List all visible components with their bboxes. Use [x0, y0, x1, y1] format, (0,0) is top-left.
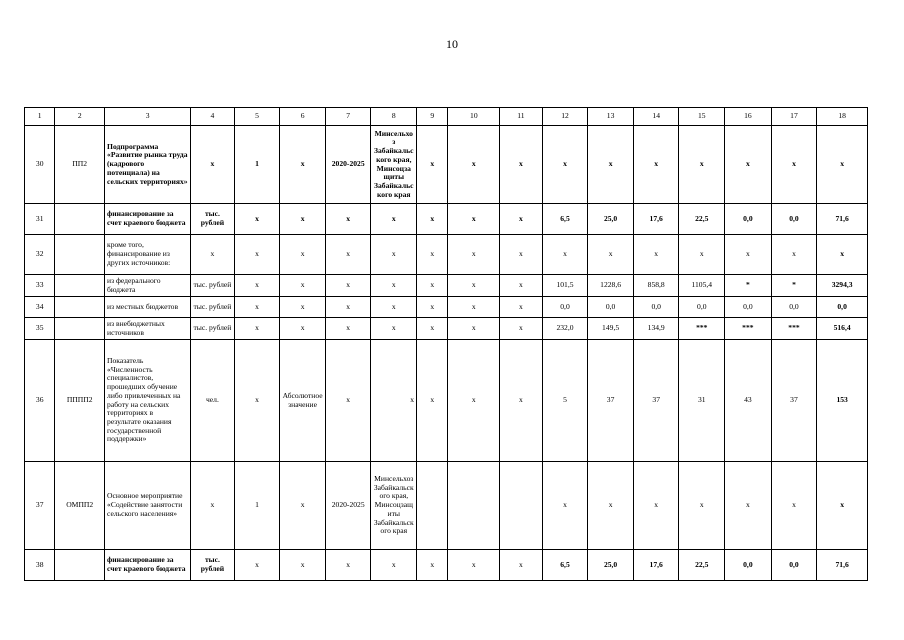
table-cell: x: [448, 126, 500, 204]
table-cell: x: [280, 275, 326, 297]
table-cell: x: [679, 126, 725, 204]
table-cell: x: [234, 204, 280, 235]
table-cell: x: [542, 462, 588, 550]
table-cell: 153: [817, 340, 868, 462]
table-row: [25, 318, 868, 340]
table-cell: [55, 275, 105, 297]
column-number-11: 11: [500, 108, 543, 126]
table-cell: тыс. рублей: [191, 275, 235, 297]
table-cell: x: [725, 462, 772, 550]
table-cell: 0,0: [817, 297, 868, 318]
table-cell: 31: [25, 204, 55, 235]
table-cell: x: [280, 297, 326, 318]
table-row: [25, 126, 868, 204]
table-cell: финансирование за счет краевого бюджета: [105, 204, 191, 235]
table-cell: x: [448, 297, 500, 318]
table-cell: 858,8: [633, 275, 679, 297]
table-cell: 34: [25, 297, 55, 318]
table-cell: x: [325, 275, 371, 297]
table-cell: 22,5: [679, 550, 725, 581]
table-cell: Абсолютное значение: [280, 340, 326, 462]
table-row: [25, 204, 868, 235]
table-cell: x: [633, 235, 679, 275]
column-number-10: 10: [448, 108, 500, 126]
table-cell: 6,5: [542, 550, 588, 581]
table-cell: x: [448, 204, 500, 235]
table-cell: *: [725, 275, 772, 297]
column-number-16: 16: [725, 108, 772, 126]
table-cell: x: [234, 235, 280, 275]
table-cell: x: [500, 550, 543, 581]
table-cell: x: [325, 318, 371, 340]
table-cell: *: [771, 275, 817, 297]
table-cell: x: [417, 550, 448, 581]
column-number-13: 13: [588, 108, 634, 126]
table-cell: ПППП2: [55, 340, 105, 462]
table-cell: Показатель «Численность специалистов, прошедших обучение либо привлеченных на работу на сельских территориях в результате оказания государственной поддержки»: [105, 340, 191, 462]
table-cell: x: [371, 318, 417, 340]
table-cell: ПП2: [55, 126, 105, 204]
table-cell: 71,6: [817, 204, 868, 235]
table-cell: 101,5: [542, 275, 588, 297]
table-cell: x: [234, 275, 280, 297]
table-cell: тыс. рублей: [191, 550, 235, 581]
table-cell: [55, 297, 105, 318]
table-cell: [500, 462, 543, 550]
table-cell: x: [234, 297, 280, 318]
table-cell: тыс. рублей: [191, 204, 235, 235]
table-cell: x: [771, 126, 817, 204]
table-cell: x: [500, 340, 543, 462]
table-cell: x: [371, 275, 417, 297]
table-cell: x: [191, 235, 235, 275]
table-cell: [55, 204, 105, 235]
table-cell: x: [633, 462, 679, 550]
program-table: [24, 107, 868, 581]
table-cell: 32: [25, 235, 55, 275]
table-cell: 30: [25, 126, 55, 204]
table-cell: x: [725, 235, 772, 275]
table-cell: 2020-2025: [325, 126, 371, 204]
table-cell: 38: [25, 550, 55, 581]
column-number-9: 9: [417, 108, 448, 126]
table-cell: тыс. рублей: [191, 297, 235, 318]
table-cell: x: [371, 550, 417, 581]
table-cell: x: [588, 126, 634, 204]
table-cell: x: [817, 235, 868, 275]
table-cell: x: [234, 318, 280, 340]
table-cell: x: [417, 318, 448, 340]
table-cell: 0,0: [725, 297, 772, 318]
table-cell: x: [448, 235, 500, 275]
column-number-2: 2: [55, 108, 105, 126]
table-cell: x: [500, 275, 543, 297]
table-cell: 5: [542, 340, 588, 462]
table-cell: 17,6: [633, 550, 679, 581]
table-cell: чел.: [191, 340, 235, 462]
table-cell: 1: [234, 462, 280, 550]
table-cell: x: [633, 126, 679, 204]
table-cell: 37: [771, 340, 817, 462]
table-cell: 1105,4: [679, 275, 725, 297]
table-cell: x: [448, 340, 500, 462]
table-cell: x: [371, 204, 417, 235]
table-cell: x: [588, 462, 634, 550]
table-cell: x: [448, 550, 500, 581]
table-cell: 0,0: [725, 204, 772, 235]
table-cell: x: [448, 318, 500, 340]
table-cell: кроме того, финансирование из других источников:: [105, 235, 191, 275]
table-cell: 22,5: [679, 204, 725, 235]
table-cell: x: [371, 340, 417, 462]
table-cell: 43: [725, 340, 772, 462]
table-cell: 37: [25, 462, 55, 550]
table-cell: 3294,3: [817, 275, 868, 297]
table-cell: x: [725, 126, 772, 204]
table-cell: [55, 550, 105, 581]
table-cell: x: [325, 550, 371, 581]
table-cell: x: [817, 126, 868, 204]
table-cell: x: [234, 550, 280, 581]
table-cell: 134,9: [633, 318, 679, 340]
table-cell: 25,0: [588, 204, 634, 235]
table-row: [25, 462, 868, 550]
table-cell: x: [542, 126, 588, 204]
table-cell: 0,0: [771, 550, 817, 581]
table-cell: x: [417, 235, 448, 275]
table-cell: из федерального бюджета: [105, 275, 191, 297]
table-cell: Подпрограмма «Развитие рынка труда (кадрового потенциала) на сельских территориях»: [105, 126, 191, 204]
table-cell: ***: [771, 318, 817, 340]
table-cell: 37: [588, 340, 634, 462]
table-cell: 0,0: [725, 550, 772, 581]
column-number-6: 6: [280, 108, 326, 126]
table-cell: x: [417, 126, 448, 204]
table-cell: 35: [25, 318, 55, 340]
table-cell: 0,0: [633, 297, 679, 318]
table-cell: x: [325, 235, 371, 275]
table-cell: 25,0: [588, 550, 634, 581]
table-cell: x: [588, 235, 634, 275]
table-cell: финансирование за счет краевого бюджета: [105, 550, 191, 581]
table-cell: x: [500, 297, 543, 318]
table-cell: [448, 462, 500, 550]
table-cell: x: [417, 204, 448, 235]
column-number-12: 12: [542, 108, 588, 126]
table-cell: x: [280, 462, 326, 550]
table-cell: 2020-2025: [325, 462, 371, 550]
table-cell: x: [817, 462, 868, 550]
column-number-14: 14: [633, 108, 679, 126]
table-cell: x: [417, 275, 448, 297]
table-cell: ***: [725, 318, 772, 340]
table-cell: x: [500, 204, 543, 235]
table-cell: 33: [25, 275, 55, 297]
table-cell: x: [679, 462, 725, 550]
table-cell: 1: [234, 126, 280, 204]
table-cell: 71,6: [817, 550, 868, 581]
table-cell: из внебюджетных источников: [105, 318, 191, 340]
table-row: [25, 275, 868, 297]
table-cell: x: [500, 318, 543, 340]
column-number-17: 17: [771, 108, 817, 126]
table-cell: x: [771, 235, 817, 275]
table-cell: x: [325, 340, 371, 462]
table-cell: 0,0: [771, 204, 817, 235]
table-cell: x: [371, 235, 417, 275]
header-row: [25, 108, 868, 126]
table-cell: x: [234, 340, 280, 462]
table-cell: ОМПП2: [55, 462, 105, 550]
column-number-18: 18: [817, 108, 868, 126]
table-cell: [417, 462, 448, 550]
table-cell: x: [500, 235, 543, 275]
column-number-5: 5: [234, 108, 280, 126]
table-row: [25, 297, 868, 318]
table-cell: 149,5: [588, 318, 634, 340]
table-cell: [55, 235, 105, 275]
table-cell: 516,4: [817, 318, 868, 340]
table-cell: x: [371, 297, 417, 318]
table-cell: 1228,6: [588, 275, 634, 297]
column-number-3: 3: [105, 108, 191, 126]
table-cell: 0,0: [588, 297, 634, 318]
column-number-15: 15: [679, 108, 725, 126]
table-cell: x: [280, 126, 326, 204]
table-cell: из местных бюджетов: [105, 297, 191, 318]
table-cell: ***: [679, 318, 725, 340]
table-cell: x: [448, 275, 500, 297]
table-cell: Основное мероприятие «Содействие занятости сельского населения»: [105, 462, 191, 550]
column-number-7: 7: [325, 108, 371, 126]
column-number-4: 4: [191, 108, 235, 126]
table-cell: 0,0: [679, 297, 725, 318]
table-cell: x: [280, 550, 326, 581]
table-cell: x: [191, 126, 235, 204]
column-number-8: 8: [371, 108, 417, 126]
table-cell: x: [500, 126, 543, 204]
table-cell: x: [325, 297, 371, 318]
table-cell: 37: [633, 340, 679, 462]
table-row: [25, 340, 868, 462]
table-cell: x: [679, 235, 725, 275]
table-row: [25, 235, 868, 275]
table-cell: 0,0: [771, 297, 817, 318]
table-cell: тыс. рублей: [191, 318, 235, 340]
table-cell: x: [280, 204, 326, 235]
table-cell: x: [417, 340, 448, 462]
table-cell: x: [280, 235, 326, 275]
table-cell: 6,5: [542, 204, 588, 235]
table-cell: 0,0: [542, 297, 588, 318]
table-cell: x: [771, 462, 817, 550]
table-cell: x: [191, 462, 235, 550]
table-cell: 31: [679, 340, 725, 462]
table-cell: [55, 318, 105, 340]
table-cell: x: [325, 204, 371, 235]
table-cell: 36: [25, 340, 55, 462]
table-row: [25, 550, 868, 581]
table-cell: 17,6: [633, 204, 679, 235]
column-number-1: 1: [25, 108, 55, 126]
table-cell: x: [542, 235, 588, 275]
table-cell: 232,0: [542, 318, 588, 340]
table-cell: Минсельхоз Забайкальского края, Минсоцзащиты Забайкальского края: [371, 126, 417, 204]
page-number: 10: [446, 37, 458, 51]
table-cell: Минсельхоз Забайкальского края, Минсоцзащиты Забайкальского края: [371, 462, 417, 550]
table-cell: x: [280, 318, 326, 340]
table-cell: x: [417, 297, 448, 318]
